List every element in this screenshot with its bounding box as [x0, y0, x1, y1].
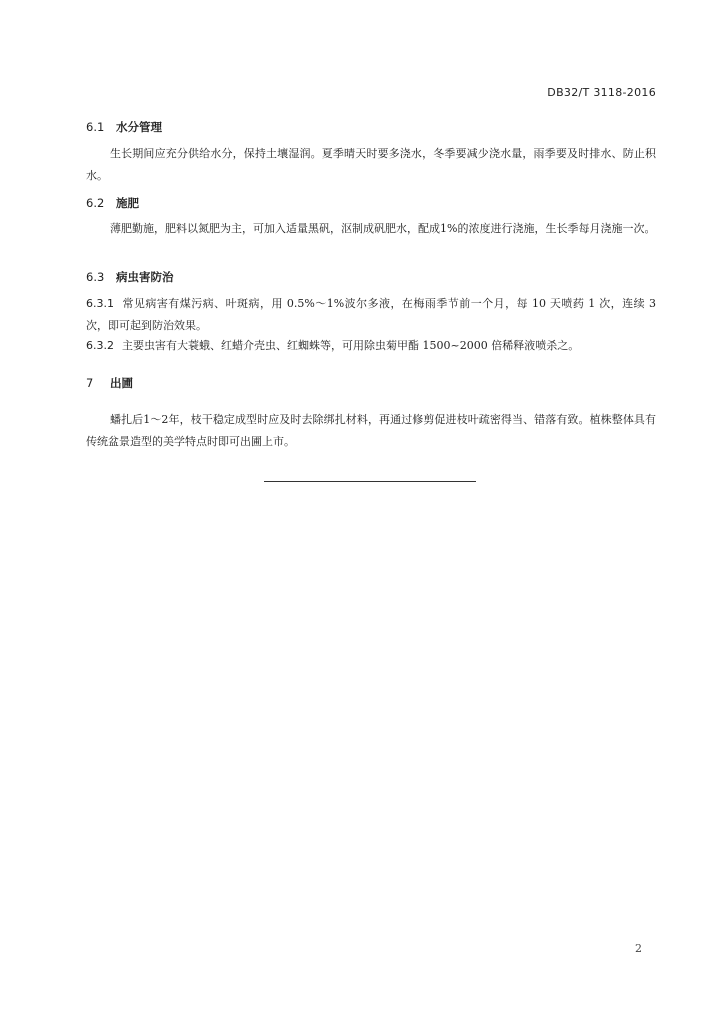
subsection-number: 6.3.2 [86, 339, 114, 352]
subsection-number: 6.3.1 [86, 297, 114, 310]
section-title: 病虫害防治 [116, 270, 174, 284]
subsection-text: 常见病害有煤污病、叶斑病，用 0.5%～1%波尔多液，在梅雨季节前一个月，每 10 天喷药 1 次，连续 3 次，即可起到防治效果。 [86, 297, 656, 332]
section-body-7: 蟠扎后1～2年，枝干稳定成型时应及时去除绑扎材料，再通过修剪促进枝叶疏密得当、错落有致。植株整体具有传统盆景造型的美学特点时即可出圃上市。 [86, 413, 656, 448]
subsection-6-3-1 [86, 293, 656, 337]
section-number: 6.3 [86, 270, 105, 284]
section-heading-6-3 [86, 269, 174, 285]
section-body-6-1: 生长期间应充分供给水分，保持土壤湿润。夏季晴天时要多浇水，冬季要减少浇水量，雨季要及时排水、防止积水。 [86, 147, 656, 182]
section-heading-7 [86, 375, 133, 391]
section-body-6-2: 薄肥勤施，肥料以氮肥为主，可加入适量黑矾，沤制成矾肥水，配成1%的浓度进行浇施，生长季每月浇施一次。 [110, 222, 656, 235]
section-number: 6.2 [86, 196, 105, 210]
section-heading-6-2 [86, 195, 139, 211]
section-title: 出圃 [110, 376, 133, 390]
subsection-text: 主要虫害有大蓑蛾、红蜡介壳虫、红蜘蛛等，可用除虫菊甲酯 1500~2000 倍稀释液喷杀之。 [122, 339, 580, 352]
section-title: 施肥 [116, 196, 139, 210]
end-of-document-rule [264, 481, 476, 482]
section-heading-6-1 [86, 119, 162, 135]
page-number: 2 [635, 942, 642, 955]
section-number: 7 [86, 376, 94, 390]
document-code: DB32/T 3118-2016 [547, 86, 656, 99]
section-number: 6.1 [86, 120, 105, 134]
section-title: 水分管理 [116, 120, 162, 134]
subsection-6-3-2 [86, 335, 656, 357]
